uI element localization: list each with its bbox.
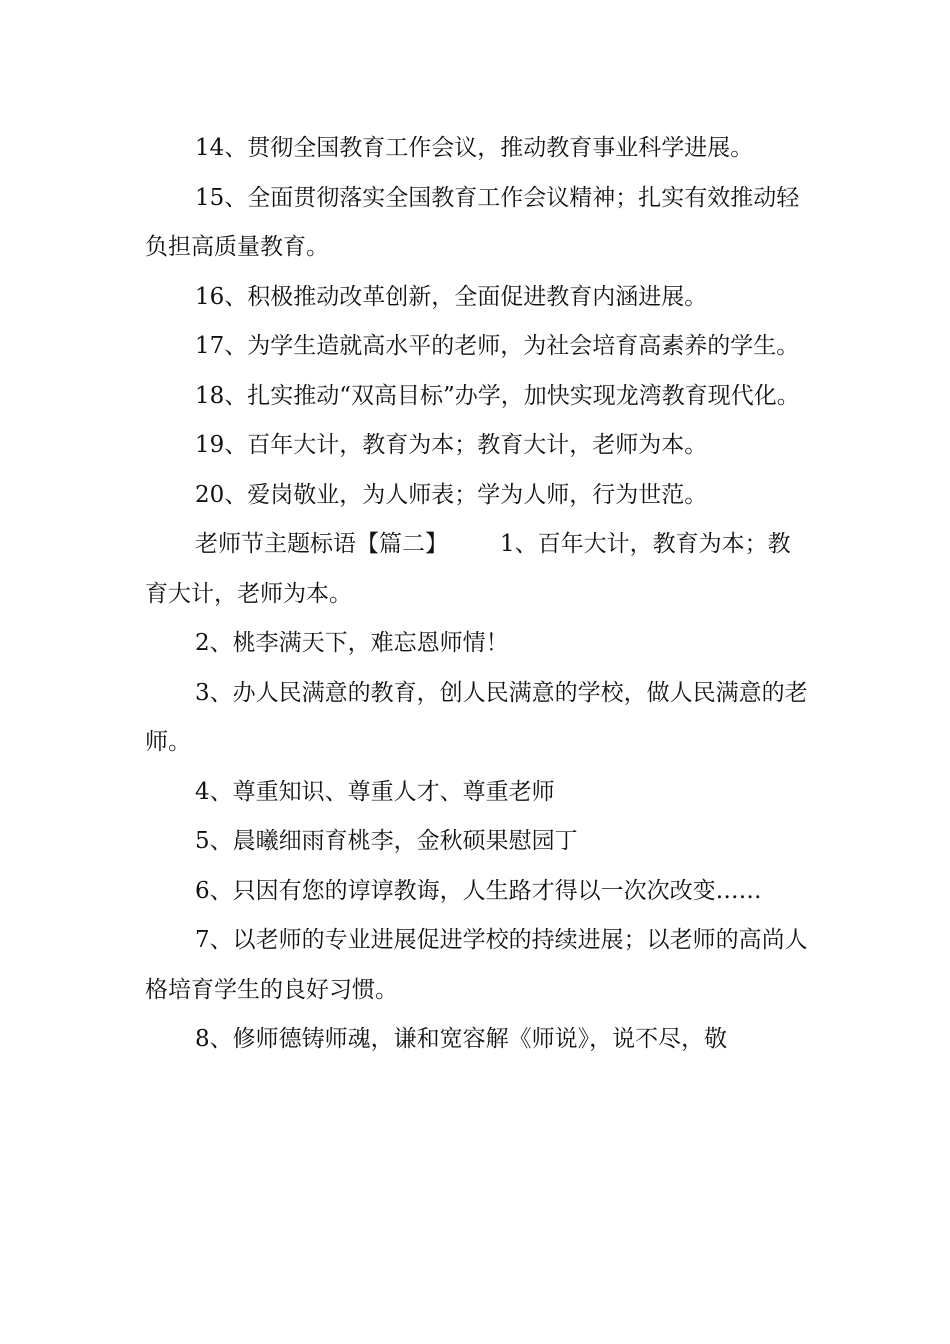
item-2: 2、桃李满天下，难忘恩师情！ xyxy=(195,630,509,656)
item-6: 6、只因有您的谆谆教诲，人生路才得以一次次改变…… xyxy=(195,877,762,904)
item-7: 7、以老师的专业进展促进学校的持续进展；以老师的高尚人格培育学生的良好习惯。 xyxy=(145,927,808,1003)
paragraph-19: 19、百年大计，教育为本；教育大计，老师为本。 xyxy=(195,432,708,458)
item-5: 5、晨曦细雨育桃李，金秋硕果慰园丁 xyxy=(195,828,578,854)
paragraph-20: 20、爱岗敬业，为人师表；学为人师，行为世范。 xyxy=(195,481,708,508)
section-first-item: 1、百年大计，教育为本；教育大计，老师为本。 xyxy=(145,531,791,607)
paragraph-18: 18、扎实推动“双高目标”办学，加快实现龙湾教育现代化。 xyxy=(195,382,800,409)
paragraph-16: 16、积极推动改革创新，全面促进教育内涵进展。 xyxy=(195,283,708,310)
document-body xyxy=(145,124,810,1065)
item-4: 4、尊重知识、尊重人才、尊重老师 xyxy=(195,778,555,805)
paragraph-17: 17、为学生造就高水平的老师，为社会培育高素养的学生。 xyxy=(195,333,800,359)
item-3: 3、办人民满意的教育，创人民满意的学校，做人民满意的老师。 xyxy=(145,679,808,755)
section-heading: 老师节主题标语【篇二】 xyxy=(195,531,448,557)
paragraph-15: 15、全面贯彻落实全国教育工作会议精神；扎实有效推动轻负担高质量教育。 xyxy=(145,184,800,260)
paragraph-14: 14、贯彻全国教育工作会议，推动教育事业科学进展。 xyxy=(195,135,754,161)
item-8: 8、修师德铸师魂，谦和宽容解《师说》，说不尽，敬 xyxy=(195,1026,728,1052)
section-heading-paragraph xyxy=(145,520,810,619)
